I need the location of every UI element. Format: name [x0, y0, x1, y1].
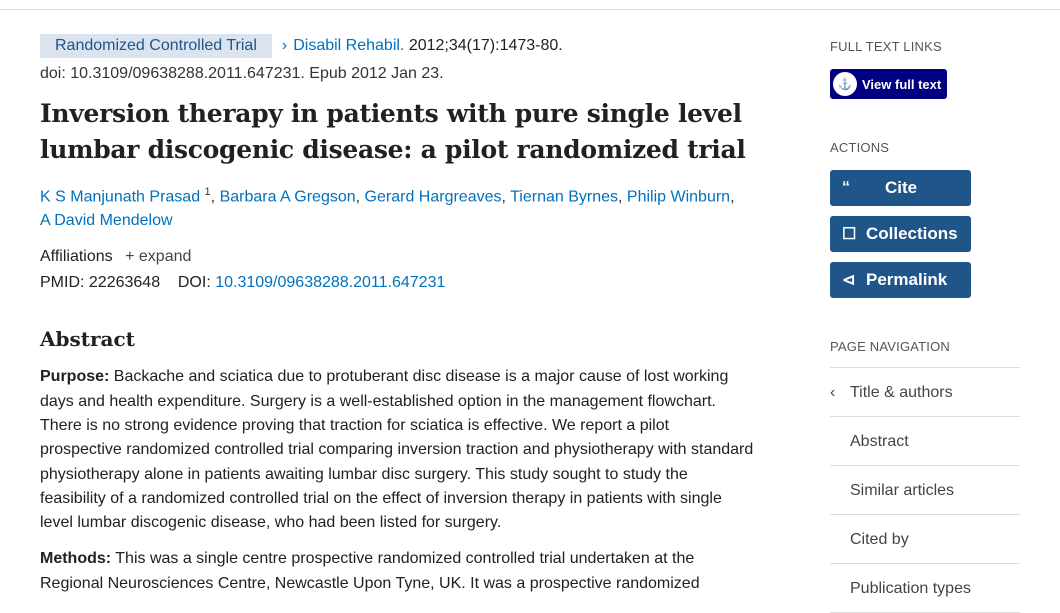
nav-label: Similar articles [850, 482, 955, 499]
author-link[interactable]: Philip Winburn [626, 188, 731, 206]
nav-label: Abstract [850, 433, 909, 450]
page-navigation-heading: PAGE NAVIGATION [830, 338, 1020, 368]
author-link[interactable]: Barbara A Gregson [219, 188, 356, 206]
author-link[interactable]: Gerard Hargreaves [364, 188, 502, 206]
view-full-text-label: View full text [862, 76, 942, 92]
page-title: Inversion therapy in patients with pure single level lumbar discogenic disease: a pilot randomized trial [40, 99, 746, 164]
page-navigation [830, 368, 1020, 613]
identifiers [40, 269, 755, 297]
nav-item-publication-types[interactable] [830, 564, 1020, 613]
purpose-text: Backache and sciatica due to protuberant disc disease is a major cause of lost working days and health expenditure. Surgery is a well-established option in the management flowchart. There is no strong evidence proving that traction for sciatica is effective. We report a pilot prospective randomized controlled trial comparing inversion traction and physiotherapy with standard physiotherapy alone in patients awaiting lumbar disc surgery. This study sought to study the feasibility of a randomized controlled trial on the effect of inversion therapy in patients with single level lumbar discogenic disease, who had been listed for surgery. [40, 368, 754, 532]
nav-label: Title & authors [850, 384, 953, 401]
doi-line: doi: 10.3109/09638288.2011.647231. Epub 2012 Jan 23. [40, 65, 444, 82]
journal-info: 2012;34(17):1473-80. [408, 37, 563, 54]
header-divider [0, 9, 1060, 10]
pmid-label: PMID: [40, 274, 85, 292]
nav-item-similar-articles[interactable] [830, 466, 1020, 515]
chevron-right-icon: › [281, 37, 288, 54]
plus-icon: + [125, 248, 135, 266]
nav-label: Publication types [850, 580, 971, 597]
journal-link[interactable]: Disabil Rehabil. [293, 37, 405, 54]
nav-item-abstract[interactable] [830, 417, 1020, 466]
abstract-heading: Abstract [40, 327, 135, 352]
collections-button[interactable] [830, 216, 971, 252]
chevron-left-icon: ‹ [830, 384, 836, 401]
cite-label: Cite [885, 178, 918, 197]
article-main [40, 34, 755, 596]
affiliations-label: Affiliations [40, 248, 113, 266]
quote-icon: “ [842, 179, 850, 196]
author-link[interactable]: A David Mendelow [40, 212, 173, 230]
publication-type-badge: Randomized Controlled Trial [40, 34, 272, 58]
methods-label: Methods: [40, 550, 112, 568]
actions-heading: ACTIONS [830, 140, 890, 155]
author-link[interactable]: Tiernan Byrnes [510, 188, 619, 206]
affiliations-toggle[interactable] [40, 245, 755, 269]
sidebar [830, 38, 1020, 613]
affiliation-sup[interactable]: 1 [204, 186, 211, 198]
collections-label: Collections [866, 224, 958, 243]
pmid-value: 22263648 [88, 274, 161, 292]
permalink-button[interactable] [830, 262, 971, 298]
purpose-label: Purpose: [40, 368, 110, 386]
methods-text: This was a single centre prospective randomized controlled trial undertaken at the Regional Neurosciences Centre, Newcastle Upon Tyne, UK. It was a prospective randomized [40, 550, 700, 592]
doi-label: DOI: [177, 274, 211, 292]
citation-line [40, 34, 755, 58]
bookmark-icon: ☐ [842, 226, 857, 243]
nav-item-cited-by[interactable] [830, 515, 1020, 564]
cite-button[interactable] [830, 170, 971, 206]
permalink-label: Permalink [866, 270, 948, 289]
author-link[interactable]: K S Manjunath Prasad [40, 188, 201, 206]
view-full-text-button[interactable] [830, 69, 947, 99]
share-icon: ⊲ [842, 272, 856, 289]
authors-list: K S Manjunath Prasad $^1$, Barbara A Gregson, Gerard Hargreaves, Tiernan Byrnes, Philip Winburn, A David Mendelow [40, 186, 735, 230]
abstract-purpose [40, 365, 755, 535]
full-text-links-heading: FULL TEXT LINKS [830, 39, 942, 54]
nav-label: Cited by [850, 531, 909, 548]
abstract-methods [40, 547, 755, 596]
expand-label: expand [138, 248, 192, 266]
publisher-logo-icon: ⚓ [833, 72, 857, 96]
nav-item-title-authors[interactable] [830, 368, 1020, 417]
doi-link[interactable]: 10.3109/09638288.2011.647231 [215, 274, 446, 292]
